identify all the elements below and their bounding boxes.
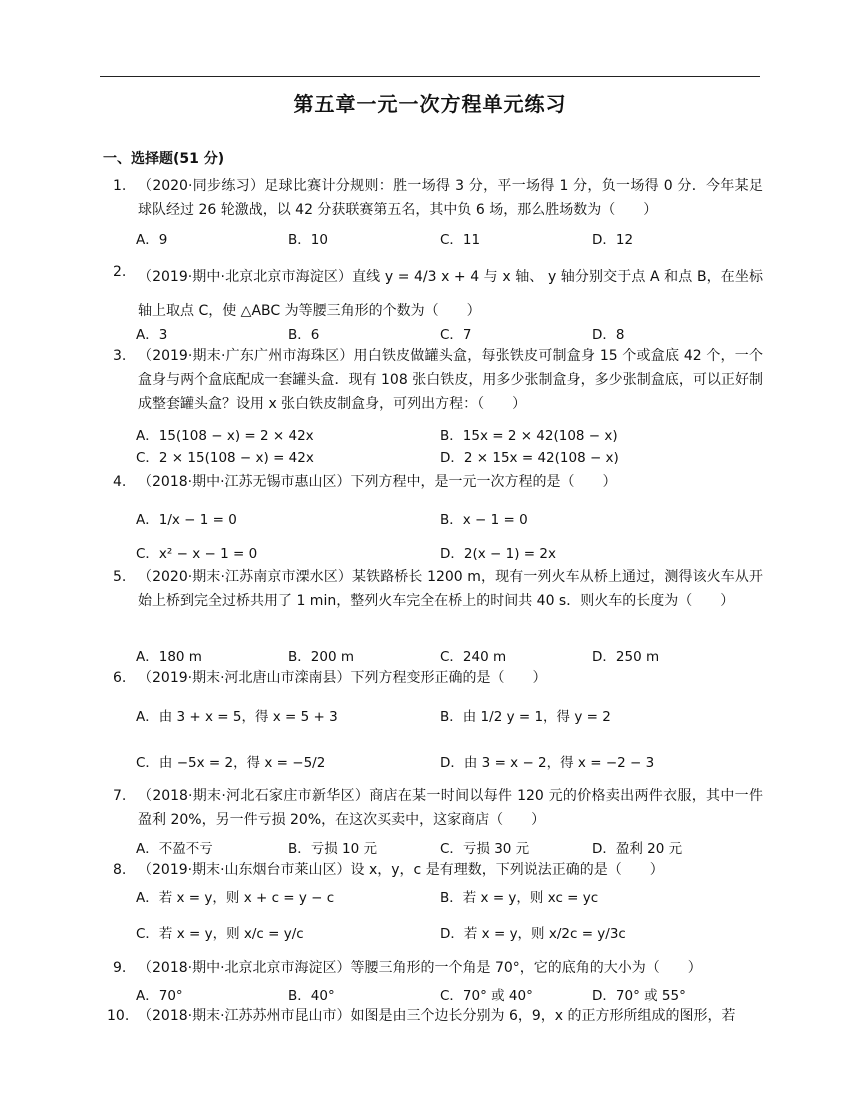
- question-text: （2020·期末·江苏南京市溧水区）某铁路桥长 1200 m，现有一列火车从桥上通过，测得该火车从开始上桥到完全过桥共用了 1 min，整列火车完全在桥上的时间共 40 s．则火车的长度为（ ）: [138, 569, 763, 609]
- question-number: 3.: [113, 348, 127, 364]
- option-a[interactable]: A．不盈不亏: [136, 841, 213, 857]
- option-c[interactable]: C．2 × 15(108 − x) = 42x: [136, 450, 314, 466]
- option-d[interactable]: D．70° 或 55°: [592, 988, 686, 1004]
- option-b[interactable]: B．200 m: [288, 649, 354, 665]
- question-text: （2018·期末·河北石家庄市新华区）商店在某一时间以每件 120 元的价格卖出两件衣服，其中一件盈利 20%，另一件亏损 20%，在这次买卖中，这家商店（ ）: [138, 788, 763, 828]
- option-c[interactable]: C．240 m: [440, 649, 507, 665]
- option-a[interactable]: A．3: [136, 327, 168, 343]
- question-6: [113, 666, 763, 690]
- option-d[interactable]: D．若 x = y，则 x/2c = y/3c: [440, 926, 626, 942]
- question-number: 9.: [113, 960, 127, 976]
- question-number: 10.: [107, 1008, 130, 1024]
- option-a[interactable]: A．15(108 − x) = 2 × 42x: [136, 428, 314, 444]
- option-c[interactable]: C．x² − x − 1 = 0: [136, 546, 258, 562]
- option-d[interactable]: D．2(x − 1) = 2x: [440, 546, 556, 562]
- option-a[interactable]: A．70°: [136, 988, 183, 1004]
- question-text: （2019·期末·广东广州市海珠区）用白铁皮做罐头盒，每张铁皮可制盒身 15 个或盒底 42 个，一个盒身与两个盒底配成一套罐头盒．现有 108 张白铁皮，用多少张制盒身，多少张制盒底，可以正好制成整套罐头盒？设用 x 张白铁皮制盒身，可列出方程：（ ）: [138, 348, 763, 412]
- option-c[interactable]: C．7: [440, 327, 472, 343]
- option-d[interactable]: D．8: [592, 327, 625, 343]
- question-number: 7.: [113, 788, 127, 804]
- option-a[interactable]: A．由 3 + x = 5，得 x = 5 + 3: [136, 709, 338, 725]
- question-number: 4.: [113, 474, 127, 490]
- section-heading: 一、选择题(51 分): [103, 151, 225, 167]
- option-c[interactable]: C．亏损 30 元: [440, 841, 530, 857]
- question-text: （2019·期中·北京北京市海淀区）直线 y = 4/3 x + 4 与 x 轴、 y 轴分别交于点 A 和点 B，在坐标轴上取点 C，使 △ABC 为等腰三角形的个数为（ ）: [138, 269, 763, 319]
- option-a[interactable]: A．1/x − 1 = 0: [136, 512, 237, 528]
- question-3: [113, 344, 763, 416]
- question-text: （2018·期中·江苏无锡市惠山区）下列方程中，是一元一次方程的是（ ）: [138, 474, 617, 490]
- option-a[interactable]: A．若 x = y，则 x + c = y − c: [136, 890, 335, 906]
- option-a[interactable]: A．180 m: [136, 649, 202, 665]
- question-number: 6.: [113, 670, 127, 686]
- page-title: 第五章一元一次方程单元练习: [293, 92, 567, 116]
- question-text: （2019·期末·河北唐山市滦南县）下列方程变形正确的是（ ）: [138, 670, 547, 686]
- option-b[interactable]: B．亏损 10 元: [288, 841, 378, 857]
- option-b[interactable]: B．6: [288, 327, 320, 343]
- question-1: [113, 174, 763, 222]
- option-b[interactable]: B．40°: [288, 988, 335, 1004]
- option-c[interactable]: C．由 −5x = 2，得 x = −5/2: [136, 755, 326, 771]
- option-c[interactable]: C．若 x = y，则 x/c = y/c: [136, 926, 304, 942]
- option-b[interactable]: B．若 x = y，则 xc = yc: [440, 890, 599, 906]
- question-number: 1.: [113, 178, 127, 194]
- question-7: [113, 784, 763, 832]
- option-d[interactable]: D．250 m: [592, 649, 660, 665]
- question-text: （2019·期末·山东烟台市莱山区）设 x，y，c 是有理数，下列说法正确的是（ ）: [138, 862, 664, 878]
- option-d[interactable]: D．盈利 20 元: [592, 841, 683, 857]
- question-4: [113, 470, 763, 494]
- question-text: （2018·期末·江苏苏州市昆山市）如图是由三个边长分别为 6，9，x 的正方形所组成的图形，若: [138, 1008, 736, 1024]
- option-c[interactable]: C．70° 或 40°: [440, 988, 533, 1004]
- header-rule: [100, 76, 760, 77]
- option-d[interactable]: D．由 3 = x − 2，得 x = −2 − 3: [440, 755, 655, 771]
- option-a[interactable]: A．9: [136, 232, 168, 248]
- question-text: （2018·期中·北京北京市海淀区）等腰三角形的一个角是 70°，它的底角的大小为（ ）: [138, 960, 702, 976]
- option-b[interactable]: B．15x = 2 × 42(108 − x): [440, 428, 618, 444]
- question-number: 2.: [113, 264, 127, 280]
- question-9: [113, 956, 763, 980]
- option-d[interactable]: D．12: [592, 232, 634, 248]
- question-8: [113, 858, 763, 882]
- option-c[interactable]: C．11: [440, 232, 481, 248]
- option-b[interactable]: B．10: [288, 232, 328, 248]
- option-d[interactable]: D．2 × 15x = 42(108 − x): [440, 450, 619, 466]
- question-number: 5.: [113, 569, 127, 585]
- question-text: （2020·同步练习）足球比赛计分规则：胜一场得 3 分，平一场得 1 分，负一场得 0 分．今年某足球队经过 26 轮激战，以 42 分获联赛第五名，其中负 6 场，那么胜场数为（ ）: [138, 178, 763, 218]
- question-number: 8.: [113, 862, 127, 878]
- option-b[interactable]: B．由 1/2 y = 1，得 y = 2: [440, 709, 611, 725]
- question-2: [113, 260, 763, 328]
- question-5: [113, 565, 763, 613]
- option-b[interactable]: B．x − 1 = 0: [440, 512, 528, 528]
- question-10: [107, 1004, 763, 1028]
